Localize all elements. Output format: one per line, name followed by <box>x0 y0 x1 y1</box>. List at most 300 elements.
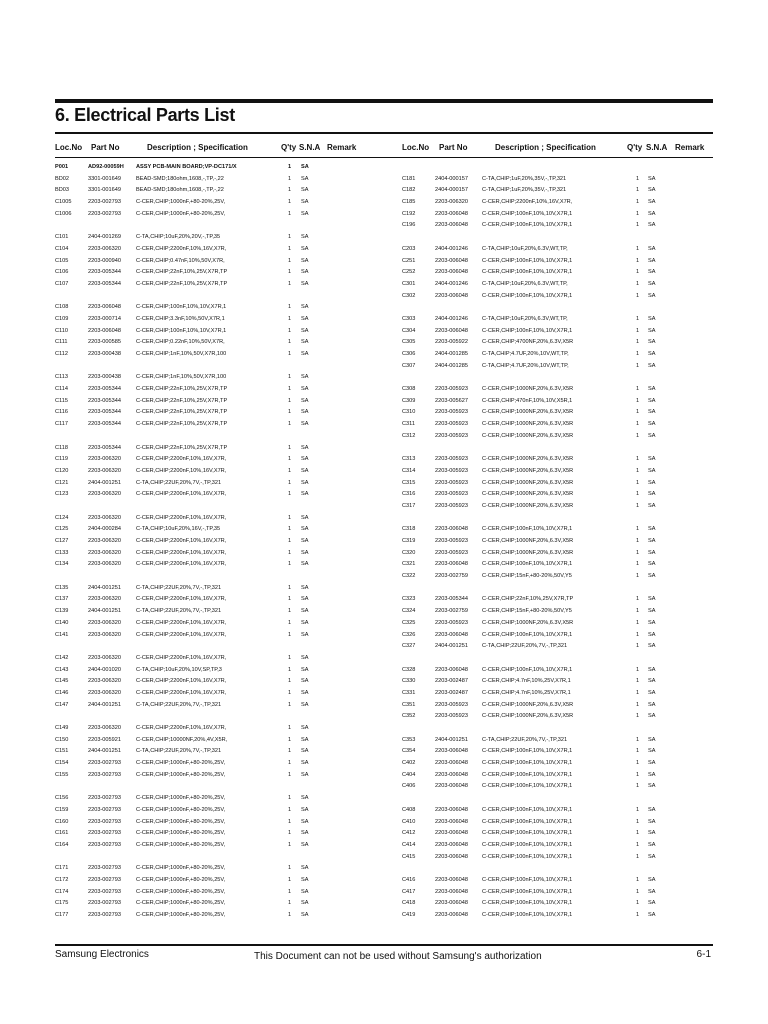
cell-qty: 1 <box>288 479 292 486</box>
cell-sna: SA <box>301 164 309 170</box>
cell-loc: C172 <box>55 876 69 883</box>
table-row <box>55 163 371 175</box>
cell-description: C-CER,CHIP;1000NF,20%,6.3V,X5R <box>482 421 574 428</box>
cell-description: C-CER,CHIP;22nF,10%,25V,X7R,TP <box>136 280 228 287</box>
header-loc: Loc.No <box>402 143 430 152</box>
cell-loc: C156 <box>55 795 69 802</box>
cell-loc: C142 <box>55 654 69 661</box>
table-row <box>55 420 371 432</box>
cell-description: C-TA,CHIP;22UF,20%,7V,-,TP,321 <box>136 584 222 591</box>
cell-qty: 1 <box>636 666 640 673</box>
cell-qty: 1 <box>288 841 292 848</box>
cell-description: C-CER,CHIP;2200nF,10%,16V,X7R, <box>136 491 227 498</box>
header-loc: Loc.No <box>55 143 83 152</box>
cell-sna: SA <box>648 678 656 685</box>
cell-part-no: AD92-00059H <box>88 164 124 170</box>
table-row <box>55 701 371 713</box>
cell-sna: SA <box>648 748 656 755</box>
cell-qty: 1 <box>288 351 292 357</box>
cell-description: C-CER,CHIP;1nF,10%,50V,X7R,100 <box>136 374 227 381</box>
cell-description: C-CER,CHIP;1000NF,20%,6.3V,X5R <box>482 713 574 720</box>
table-body-left <box>55 163 371 923</box>
table-row <box>402 362 713 374</box>
table-row <box>55 818 371 830</box>
cell-part-no: 2203-006320 <box>88 549 121 556</box>
cell-qty: 1 <box>288 888 292 895</box>
cell-qty: 1 <box>288 584 292 591</box>
cell-sna: SA <box>301 234 309 241</box>
cell-loc: C316 <box>402 491 416 498</box>
cell-part-no: 2203-006048 <box>435 292 468 299</box>
cell-description: C-CER,CHIP;100nF,10%,10V,X7R,1 <box>482 783 573 790</box>
cell-part-no: 2203-006320 <box>88 456 121 463</box>
cell-part-no: 2203-006048 <box>435 912 468 918</box>
cell-qty: 1 <box>288 806 292 813</box>
cell-description: C-CER,CHIP;1000nF,+80-20%,25V, <box>136 888 226 895</box>
cell-sna: SA <box>648 362 656 369</box>
cell-sna: SA <box>301 187 309 194</box>
table-row <box>55 385 371 397</box>
row-spacer <box>402 444 713 456</box>
cell-description: C-TA,CHIP;10uF,20%,20V,-,TP,35 <box>136 234 221 241</box>
cell-sna: SA <box>301 444 309 451</box>
cell-part-no: 2203-005923 <box>435 467 468 474</box>
table-row <box>55 876 371 888</box>
table-row <box>55 537 371 549</box>
cell-description: C-CER,CHIP;100nF,10%,10V,X7R,1 <box>136 327 227 334</box>
row-spacer <box>402 163 713 175</box>
cell-loc: C307 <box>402 362 416 369</box>
cell-qty: 1 <box>288 339 292 346</box>
table-row <box>55 210 371 222</box>
cell-sna: SA <box>648 269 656 276</box>
cell-description: C-CER,CHIP;100nF,10%,10V,X7R,1 <box>482 292 573 299</box>
cell-part-no: 2203-005344 <box>88 386 121 393</box>
cell-description: C-CER,CHIP;100nF,10%,10V,X7R,1 <box>482 561 573 568</box>
cell-loc: C137 <box>55 596 69 603</box>
cell-loc: C330 <box>402 678 416 685</box>
cell-sna: SA <box>301 199 309 206</box>
cell-loc: C353 <box>402 736 416 743</box>
cell-loc: C115 <box>55 397 68 404</box>
page-number: 6-1 <box>696 949 711 960</box>
table-row <box>55 806 371 818</box>
cell-description: C-TA,CHIP;22UF,20%,7V,-,TP,321 <box>482 643 568 650</box>
cell-qty: 1 <box>636 841 640 848</box>
cell-description: C-CER,CHIP;2200nF,10%,16V,X7R, <box>136 456 227 463</box>
row-spacer <box>402 864 713 876</box>
cell-loc: C107 <box>55 280 69 287</box>
cell-loc: C120 <box>55 467 69 474</box>
table-row <box>55 689 371 701</box>
cell-loc: C110 <box>55 327 68 334</box>
cell-part-no: 2203-002793 <box>88 888 121 895</box>
cell-description: C-CER,CHIP;4700NF,20%,6.3V,X5R <box>482 339 574 346</box>
cell-description: C-CER,CHIP;1000nF,+80-20%,25V, <box>136 876 226 883</box>
cell-sna: SA <box>301 315 309 322</box>
table-row <box>402 385 713 397</box>
row-spacer <box>55 221 371 233</box>
cell-description: C-CER,CHIP;100nF,10%,10V,X7R,1 <box>482 888 573 895</box>
cell-part-no: 2404-000157 <box>435 187 468 194</box>
cell-part-no: 2404-001251 <box>435 643 468 650</box>
cell-loc: C311 <box>402 421 415 428</box>
cell-sna: SA <box>648 888 656 895</box>
cell-sna: SA <box>648 608 656 615</box>
cell-loc: C147 <box>55 701 69 708</box>
cell-loc: C418 <box>402 900 416 907</box>
row-spacer <box>55 782 371 794</box>
cell-qty: 1 <box>636 386 640 393</box>
cell-description: C-CER,CHIP;22nF,10%,25V,X7R,TP <box>136 386 228 393</box>
table-row <box>402 782 713 794</box>
cell-sna: SA <box>301 549 309 556</box>
cell-loc: C124 <box>55 514 69 521</box>
cell-part-no: 2203-006320 <box>88 491 121 498</box>
cell-loc: C324 <box>402 608 416 615</box>
cell-qty: 1 <box>636 573 640 580</box>
cell-loc: C111 <box>55 339 68 346</box>
table-row <box>55 736 371 748</box>
cell-qty: 1 <box>636 643 640 650</box>
cell-sna: SA <box>301 631 309 638</box>
cell-description: C-CER,CHIP;22nF,10%,25V,X7R,TP <box>136 269 228 276</box>
cell-part-no: 2203-006048 <box>435 853 468 860</box>
cell-qty: 1 <box>636 912 640 918</box>
cell-sna: SA <box>648 280 656 287</box>
cell-loc: C314 <box>402 467 416 474</box>
cell-qty: 1 <box>288 421 292 428</box>
footer-rule <box>55 944 713 946</box>
cell-description: C-CER,CHIP;2200nF,10%,16V,X7R, <box>136 631 227 638</box>
table-row <box>55 186 371 198</box>
cell-loc: BD02 <box>55 175 69 182</box>
cell-part-no: 2203-006320 <box>88 619 121 626</box>
table-row <box>55 408 371 420</box>
cell-part-no: 2203-006048 <box>435 222 468 229</box>
cell-loc: C404 <box>402 771 416 778</box>
cell-description: C-CER,CHIP;2200nF,10%,16V,X7R, <box>136 689 227 696</box>
cell-part-no: 2203-002793 <box>88 795 121 802</box>
cell-loc: C351 <box>402 701 416 708</box>
cell-sna: SA <box>301 841 309 848</box>
cell-description: BEAD-SMD;180ohm,1608,-,TP,-,22 <box>136 187 224 194</box>
cell-part-no: 2203-005921 <box>88 736 121 743</box>
table-row <box>55 350 371 362</box>
cell-loc: C305 <box>402 339 416 346</box>
cell-description: C-TA,CHIP;10uF,20%,6.3V,WT,TP, <box>482 315 568 322</box>
cell-qty: 1 <box>288 374 292 381</box>
cell-part-no: 2203-005923 <box>435 421 468 428</box>
cell-description: C-CER,CHIP;100nF,10%,10V,X7R,1 <box>482 830 573 837</box>
cell-sna: SA <box>648 397 656 404</box>
cell-sna: SA <box>648 713 656 720</box>
cell-qty: 1 <box>288 175 292 182</box>
cell-sna: SA <box>648 456 656 463</box>
cell-part-no: 2203-005923 <box>435 502 468 509</box>
row-spacer <box>55 712 371 724</box>
cell-sna: SA <box>648 491 656 498</box>
cell-description: C-CER,CHIP;100nF,10%,10V,X7R,1 <box>482 853 573 860</box>
cell-loc: C123 <box>55 491 69 498</box>
cell-part-no: 2203-002793 <box>88 841 121 848</box>
cell-part-no: 2203-000585 <box>88 339 121 346</box>
cell-part-no: 2203-006048 <box>435 748 468 755</box>
table-row <box>402 899 713 911</box>
cell-description: C-CER,CHIP;10000NF,20%,4V,X5R, <box>136 736 228 743</box>
cell-loc: C113 <box>55 374 68 381</box>
header-remark: Remark <box>675 143 705 152</box>
cell-qty: 1 <box>288 187 292 194</box>
cell-qty: 1 <box>288 549 292 556</box>
cell-loc: C415 <box>402 853 416 860</box>
cell-part-no: 2203-002793 <box>88 818 121 825</box>
cell-sna: SA <box>648 853 656 860</box>
cell-loc: C252 <box>402 269 416 276</box>
cell-description: C-CER,CHIP;1000NF,20%,6.3V,X5R <box>482 491 574 498</box>
cell-description: C-CER,CHIP;2200nF,10%,16V,X7R, <box>136 514 227 521</box>
cell-loc: C116 <box>55 409 68 416</box>
table-row <box>402 631 713 643</box>
cell-sna: SA <box>648 222 656 229</box>
cell-description: C-CER,CHIP;22nF,10%,25V,X7R,TP <box>136 444 228 451</box>
cell-loc: C304 <box>402 327 416 334</box>
page-title: 6. Electrical Parts List <box>55 105 235 125</box>
cell-sna: SA <box>301 830 309 837</box>
table-row <box>402 607 713 619</box>
cell-part-no: 2203-002759 <box>435 608 468 615</box>
cell-sna: SA <box>301 561 309 568</box>
cell-sna: SA <box>301 748 309 755</box>
table-row <box>55 444 371 456</box>
cell-description: C-CER,CHIP;1000NF,20%,6.3V,X5R <box>482 538 574 544</box>
table-row <box>402 771 713 783</box>
cell-qty: 1 <box>636 526 640 533</box>
cell-sna: SA <box>648 421 656 428</box>
row-spacer <box>402 584 713 596</box>
cell-qty: 1 <box>288 164 292 170</box>
cell-part-no: 2404-001251 <box>88 608 121 615</box>
cell-qty: 1 <box>288 736 292 743</box>
table-row <box>402 315 713 327</box>
cell-part-no: 2203-005344 <box>88 409 121 416</box>
cell-loc: C112 <box>55 351 68 357</box>
table-row <box>55 257 371 269</box>
table-row <box>402 595 713 607</box>
cell-part-no: 2203-006320 <box>88 596 121 603</box>
cell-part-no: 2404-001251 <box>88 479 121 486</box>
cell-description: C-CER,CHIP;1nF,10%,50V,X7R,100 <box>136 351 227 357</box>
cell-part-no: 2404-001269 <box>88 234 121 241</box>
cell-sna: SA <box>301 374 309 381</box>
footer-notice: This Document can not be used without Samsung's authorization <box>254 951 542 962</box>
cell-description: C-CER,CHIP;100nF,10%,10V,X7R,1 <box>482 771 573 778</box>
table-row <box>55 759 371 771</box>
cell-description: C-CER,CHIP;1000nF,+80-20%,25V, <box>136 771 226 778</box>
cell-part-no: 2203-002793 <box>88 199 121 206</box>
header-description: Description ; Specification <box>147 143 248 152</box>
table-row <box>402 420 713 432</box>
cell-loc: C161 <box>55 830 69 837</box>
table-row <box>55 666 371 678</box>
row-spacer <box>402 794 713 806</box>
row-spacer <box>55 502 371 514</box>
table-row <box>55 724 371 736</box>
cell-sna: SA <box>648 257 656 264</box>
cell-sna: SA <box>301 654 309 661</box>
cell-qty: 1 <box>636 257 640 264</box>
cell-loc: C105 <box>55 257 69 264</box>
cell-sna: SA <box>648 736 656 743</box>
cell-part-no: 2203-006320 <box>88 654 121 661</box>
cell-sna: SA <box>648 900 656 907</box>
table-row <box>55 467 371 479</box>
table-row <box>402 572 713 584</box>
cell-part-no: 2203-002793 <box>88 912 121 918</box>
cell-loc: C323 <box>402 596 416 603</box>
table-row <box>55 315 371 327</box>
cell-sna: SA <box>648 175 656 182</box>
cell-loc: C133 <box>55 549 69 556</box>
cell-description: C-CER,CHIP;1000nF,+80-20%,25V, <box>136 806 226 813</box>
cell-description: C-CER,CHIP;22nF,10%,25V,X7R,TP <box>136 409 228 416</box>
cell-description: C-TA,CHIP;10uF,20%,6.3V,WT,TP, <box>482 280 568 287</box>
cell-part-no: 2203-000714 <box>88 315 121 322</box>
table-row <box>55 619 371 631</box>
cell-loc: C159 <box>55 806 69 813</box>
cell-qty: 1 <box>636 771 640 778</box>
cell-qty: 1 <box>288 608 292 615</box>
cell-description: C-CER,CHIP;1000NF,20%,6.3V,X5R <box>482 549 574 556</box>
cell-part-no: 2203-006048 <box>435 210 468 217</box>
cell-qty: 1 <box>288 199 292 206</box>
cell-part-no: 2404-001246 <box>435 280 468 287</box>
cell-description: C-CER,CHIP;100nF,10%,10V,X7R,1 <box>482 900 573 907</box>
cell-qty: 1 <box>636 806 640 813</box>
cell-loc: C317 <box>402 502 416 509</box>
cell-description: C-CER,CHIP;1000nF,+80-20%,25V, <box>136 841 226 848</box>
cell-part-no: 2203-006320 <box>88 678 121 685</box>
cell-sna: SA <box>301 526 309 533</box>
cell-loc: C119 <box>55 456 68 463</box>
cell-qty: 1 <box>636 701 640 708</box>
cell-sna: SA <box>648 643 656 650</box>
cell-sna: SA <box>301 327 309 334</box>
cell-description: C-TA,CHIP;10uF,20%,6.3V,WT,TP, <box>482 245 568 252</box>
cell-sna: SA <box>648 467 656 474</box>
cell-qty: 1 <box>288 315 292 322</box>
cell-part-no: 2203-005344 <box>88 397 121 404</box>
cell-loc: C320 <box>402 549 416 556</box>
cell-qty: 1 <box>288 444 292 451</box>
cell-part-no: 2203-005923 <box>435 479 468 486</box>
cell-description: C-CER,CHIP;2200nF,10%,16V,X7R, <box>136 245 227 252</box>
row-spacer <box>55 642 371 654</box>
cell-description: C-CER,CHIP;1000nF,+80-20%,25V, <box>136 795 226 802</box>
cell-sna: SA <box>301 736 309 743</box>
cell-part-no: 2203-005923 <box>435 409 468 416</box>
cell-loc: C155 <box>55 771 69 778</box>
cell-qty: 1 <box>636 619 640 626</box>
table-row <box>55 327 371 339</box>
table-row <box>55 455 371 467</box>
cell-loc: C1006 <box>55 210 72 217</box>
cell-loc: C134 <box>55 561 69 568</box>
header-sna: S.N.A <box>646 143 668 152</box>
cell-loc: C106 <box>55 269 69 276</box>
cell-qty: 1 <box>636 222 640 229</box>
cell-sna: SA <box>648 818 656 825</box>
cell-sna: SA <box>301 701 309 708</box>
table-row <box>55 198 371 210</box>
cell-loc: C149 <box>55 725 69 731</box>
cell-qty: 1 <box>636 596 640 603</box>
row-spacer <box>402 654 713 666</box>
table-row <box>402 677 713 689</box>
cell-description: C-CER,CHIP;100nF,10%,10V,X7R,1 <box>482 222 573 229</box>
cell-part-no: 2203-005923 <box>435 701 468 708</box>
cell-description: C-CER,CHIP;100nF,10%,10V,X7R,1 <box>482 806 573 813</box>
parts-table-right <box>402 140 713 918</box>
table-row <box>402 911 713 923</box>
cell-description: C-CER,CHIP;2200nF,10%,16V,X7R, <box>136 467 227 474</box>
cell-qty: 1 <box>288 456 292 463</box>
cell-sna: SA <box>648 783 656 790</box>
cell-description: C-CER,CHIP;15nF,+80-20%,50V,Y5 <box>482 573 572 580</box>
cell-sna: SA <box>648 830 656 837</box>
table-row <box>402 537 713 549</box>
cell-sna: SA <box>301 479 309 486</box>
cell-loc: C301 <box>402 280 416 287</box>
cell-loc: C354 <box>402 748 416 755</box>
table-row <box>402 397 713 409</box>
cell-description: C-CER,CHIP;22nF,10%,25V,X7R,TP <box>136 421 228 428</box>
table-row <box>55 899 371 911</box>
cell-qty: 1 <box>636 502 640 509</box>
cell-qty: 1 <box>288 748 292 755</box>
table-row <box>402 280 713 292</box>
cell-description: C-TA,CHIP;10uF,20%,16V,-,TP,35 <box>136 526 221 533</box>
cell-loc: C139 <box>55 608 69 615</box>
table-row <box>402 221 713 233</box>
cell-sna: SA <box>648 689 656 696</box>
header-qty: Q'ty <box>627 143 643 152</box>
cell-description: C-TA,CHIP;1uF,20%,35V,-,TP,321 <box>482 175 567 182</box>
table-row <box>55 747 371 759</box>
table-row <box>402 666 713 678</box>
cell-description: C-TA,CHIP;1uF,20%,35V,-,TP,321 <box>482 187 567 194</box>
cell-loc: C185 <box>402 199 416 206</box>
cell-part-no: 2203-005923 <box>435 619 468 626</box>
cell-loc: C313 <box>402 456 416 463</box>
cell-loc: C150 <box>55 736 69 743</box>
cell-part-no: 2203-006048 <box>435 526 468 533</box>
cell-loc: C196 <box>402 222 416 229</box>
cell-description: C-CER,CHIP;100nF,10%,10V,X7R,1 <box>482 257 573 264</box>
table-row <box>402 560 713 572</box>
cell-description: C-CER,CHIP;2200nF,10%,16V,X7R, <box>136 725 227 731</box>
header-qty: Q'ty <box>281 143 297 152</box>
cell-loc: C310 <box>402 409 416 416</box>
cell-qty: 1 <box>288 327 292 334</box>
table-row <box>55 829 371 841</box>
cell-loc: C322 <box>402 573 416 580</box>
table-row <box>402 490 713 502</box>
cell-qty: 1 <box>288 561 292 568</box>
cell-loc: C118 <box>55 444 68 451</box>
cell-loc: C171 <box>55 865 69 872</box>
cell-sna: SA <box>301 666 309 673</box>
